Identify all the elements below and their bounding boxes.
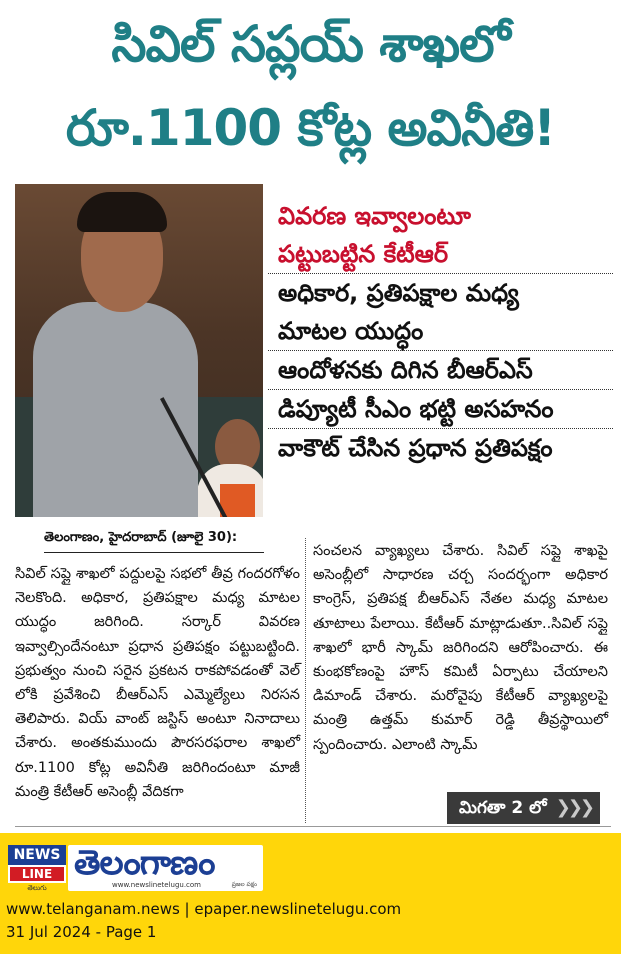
- article-column-2: సంచలన వ్యాఖ్యలు చేశారు. సివిల్ సప్లై శాఖపై అసెంబ్లీలో సాధారణ చర్చ సందర్భంగా అధికార కాంగ్రెస్, ప్రతిపక్ష బీఆర్ఎస్ నేతల మధ్య మాటల తూటాలు పేలాయి. కేటీఆర్ మాట్లాడుతూ..సివిల్ సప్లై శాఖలో భారీ స్కామ్ జరిగిందని ఆరోపించారు. ఈ కుంభకోణంపై హౌస్ కమిటీ ఏర్పాటు చేయాలని డిమాండ్ చేశారు. మరోవైపు కేటీఆర్ వ్యాఖ్యలపై మంత్రి ఉత్తమ్ కుమార్ రెడ్డి తీవ్రస్థాయిలో స్పందించారు. ఎలాంటి స్కామ్: [313, 543, 608, 753]
- highlight-item: మాటల యుద్ధం: [268, 312, 613, 351]
- brand-name: తెలంగాణం: [74, 843, 215, 883]
- brand-tagline: ప్రజల పక్షం: [231, 881, 257, 888]
- dateline-underline: [44, 552, 264, 553]
- footer-divider: [15, 826, 611, 827]
- footer-date-page: 31 Jul 2024 - Page 1: [6, 923, 157, 941]
- photo-speaker-body: [33, 302, 198, 517]
- footer-urls: www.telanganam.news | epaper.newslinetelugu.com: [6, 900, 402, 918]
- dateline: తెలంగాణం, హైదరాబాద్ (జూలై 30):: [44, 530, 238, 545]
- brand-url: www.newslinetelugu.com: [112, 881, 201, 889]
- newsline-logo-sub: తెలుగు: [27, 884, 47, 892]
- headline-line-2: రూ.1100 కోట్ల అవినీతి!: [65, 99, 556, 157]
- newsline-logo: [8, 845, 66, 891]
- highlight-item: అధికార, ప్రతిపక్షాల మధ్య: [278, 279, 519, 307]
- highlight-item: ఆందోళనకు దిగిన బీఆర్ఎస్: [268, 351, 613, 390]
- headline-line-1: సివిల్ సప్లయ్ శాఖలో: [111, 15, 510, 73]
- highlight-item: పట్టుబట్టిన కేటీఆర్: [268, 235, 613, 274]
- newsline-logo-mid: LINE: [8, 865, 66, 883]
- continued-on-page-link[interactable]: [447, 792, 600, 824]
- highlight-item: వివరణ ఇవ్వాలంటూ: [278, 202, 471, 230]
- highlight-item: డిప్యూటీ సీఎం భట్టి అసహనం: [268, 390, 613, 429]
- news-photo: [15, 184, 263, 517]
- telanganam-logo: [68, 845, 263, 891]
- photo-speaker-hair: [77, 192, 167, 232]
- column-divider: [305, 538, 306, 823]
- photo-scarf: [220, 484, 255, 517]
- continued-label: మిగతా 2 లో: [459, 798, 547, 818]
- article-column-1: సివిల్ సప్లై శాఖలో పద్దులపై సభలో తీవ్ర గందరగోళం నెలకొంది. అధికార, ప్రతిపక్షాల మధ్య మాటల యుద్ధం జరిగింది. సర్కార్ వివరణ ఇవ్వాల్సిందేనంటూ ప్రధాన ప్రతిపక్షం పట్టుబట్టింది. ప్రభుత్వం నుంచి సరైన ప్రకటన రాకపోవడంతో వెల్ లోకి ప్రవేశించి బీఆర్ఎస్ ఎమ్మెల్యేలు నిరసన తెలిపారు. వియ్ వాంట్ జస్టిస్ అంటూ నినాదాలు చేశారు. అంతకుముందు పౌరసరఫరాల శాఖలో రూ.1100 కోట్ల అవినీతి జరిగిందంటూ మాజీ మంత్రి కేటీఆర్ అసెంబ్లీ వేదికగా: [15, 566, 300, 800]
- footer: [0, 833, 621, 954]
- newsline-logo-top: NEWS: [8, 845, 66, 865]
- highlight-item: వాకౌట్ చేసిన ప్రధాన ప్రతిపక్షం: [278, 434, 553, 462]
- highlight-list: [268, 197, 613, 467]
- arrows-icon: ❯❯❯: [555, 797, 592, 818]
